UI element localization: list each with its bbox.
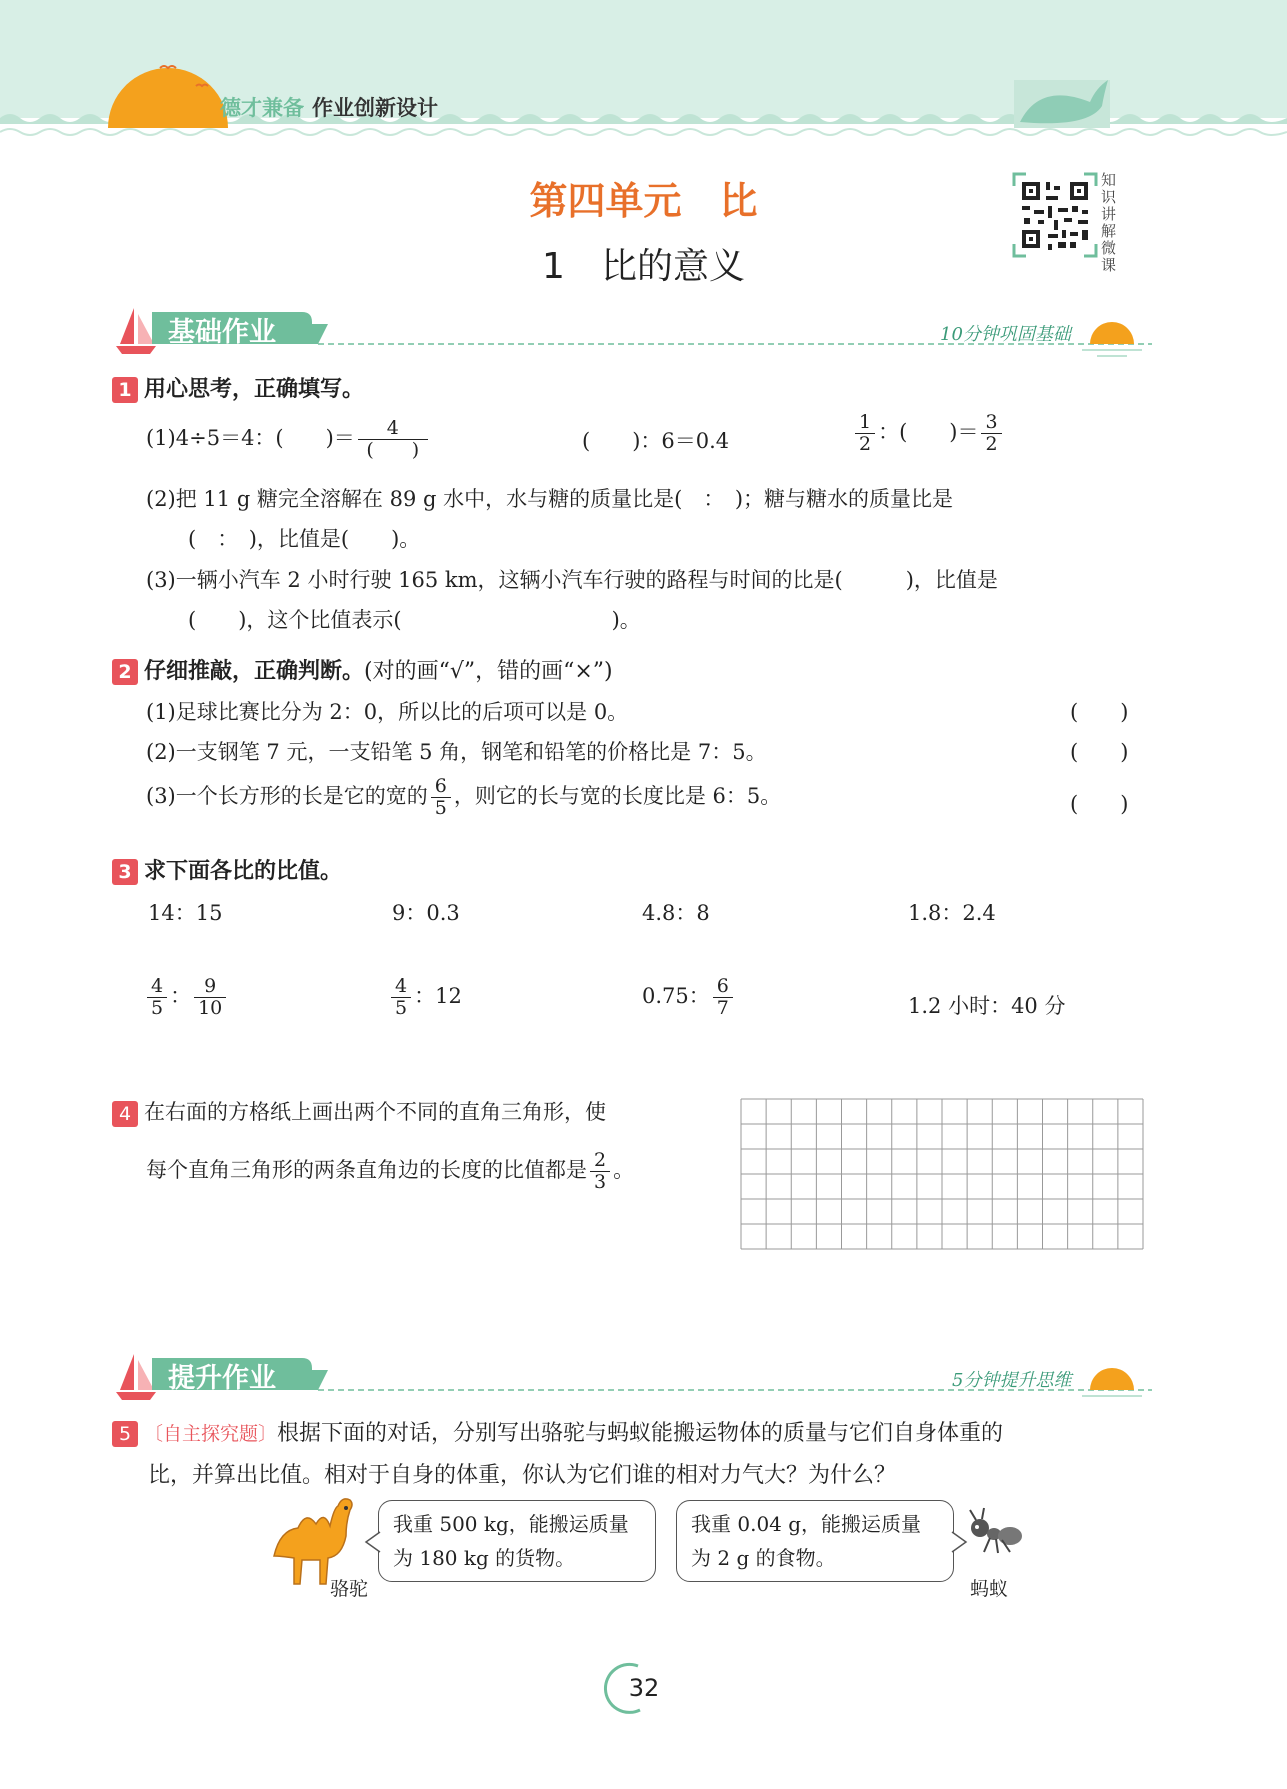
ant-label: 蚂蚁: [970, 1578, 1009, 1600]
bubble-tail-left: [364, 1530, 382, 1554]
ant-speech-bubble: 我重 0.04 g，能搬运质量 为 2 g 的食物。: [676, 1500, 954, 1582]
q1-header: 1 用心思考，正确填写。: [112, 372, 364, 403]
camel-label: 骆驼: [330, 1578, 369, 1600]
brand-title: 德才兼备 作业创新设计: [220, 96, 438, 120]
q2-answer-1[interactable]: ( ): [1070, 700, 1129, 724]
lesson-title: 1 比的意义: [542, 246, 745, 287]
q5-line1: 5 〔自主探究题〕根据下面的对话，分别写出骆驼与蚂蚁能搬运物体的质量与它们自身体重的: [112, 1416, 1003, 1447]
unit-title: 第四单元 比: [529, 179, 758, 223]
q3-ratio-7: 0.75： $\frac{6}{7}$: [642, 976, 736, 1019]
q2-answer-2[interactable]: ( ): [1070, 740, 1129, 764]
fraction: $\frac{6}{7}$: [713, 976, 733, 1019]
qr-label: 知识讲解微课: [1101, 171, 1117, 274]
section-title-basic: 基础作业: [168, 317, 276, 348]
q1-part1-a: (1)4÷5＝4：( )＝ $\frac{4}{( )}$: [146, 418, 431, 461]
q5-number: 5: [112, 1421, 138, 1447]
q3-ratio-2: 9：0.3: [392, 901, 460, 925]
camel-speech-bubble: 我重 500 kg，能搬运质量 为 180 kg 的货物。: [378, 1500, 656, 1582]
fraction: $\frac{4}{5}$: [391, 976, 411, 1019]
q4-line2: 每个直角三角形的两条直角边的长度的比值都是 $\frac{2}{3}$ 。: [146, 1149, 635, 1193]
q5-tag: 〔自主探究题〕: [144, 1423, 278, 1445]
ant-icon: [966, 1506, 1026, 1558]
q1-part1-c: $\frac{1}{2}$ ：( )＝ $\frac{3}{2}$: [852, 412, 1005, 455]
q3-ratio-3: 4.8：8: [642, 901, 710, 925]
section-note-advanced: 5分钟提升思维: [952, 1370, 1072, 1391]
q2-answer-3[interactable]: ( ): [1070, 792, 1129, 816]
fraction: $\frac{3}{2}$: [981, 412, 1001, 455]
q4-number: 4: [112, 1101, 138, 1127]
q3-ratio-5: $\frac{4}{5}$ ： $\frac{9}{10}$: [144, 976, 229, 1019]
q3-number: 3: [112, 859, 138, 885]
q2-statement-2: (2)一支钢笔 7 元，一支铅笔 5 角，钢笔和铅笔的价格比是 7：5。: [146, 740, 767, 764]
q2-header: 2 仔细推敲，正确判断。(对的画“√”，错的画“×”): [112, 654, 613, 685]
q1-part3-line2: ( )，这个比值表示( )。: [188, 608, 641, 632]
q3-ratio-8: 1.2 小时：40 分: [908, 994, 1066, 1018]
section-title-advanced: 提升作业: [168, 1363, 276, 1394]
fraction: $\frac{4}{5}$: [147, 976, 167, 1019]
page-number: 32: [628, 1674, 660, 1702]
fraction: $\frac{6}{5}$: [431, 776, 451, 819]
q2-statement-3: (3)一个长方形的长是它的宽的 $\frac{6}{5}$ ，则它的长与宽的长度比是 6：5。: [146, 775, 782, 819]
section-note-basic: 10分钟巩固基础: [940, 324, 1071, 345]
q3-ratio-6: $\frac{4}{5}$ ：12: [388, 976, 462, 1019]
grid-paper[interactable]: [740, 1098, 1144, 1250]
q2-statement-1: (1)足球比赛比分为 2：0，所以比的后项可以是 0。: [146, 700, 629, 724]
q1-part2-line2: ( ： )，比值是( )。: [188, 527, 421, 551]
q4-line1: 4 在右面的方格纸上画出两个不同的直角三角形，使: [112, 1096, 606, 1127]
q2-number: 2: [112, 659, 138, 685]
qr-code-icon[interactable]: [1012, 172, 1098, 258]
fraction: $\frac{2}{3}$: [590, 1150, 610, 1193]
q3-ratio-4: 1.8：2.4: [908, 901, 996, 925]
q3-ratio-1: 14：15: [148, 901, 223, 925]
q1-number: 1: [112, 377, 138, 403]
fraction: $\frac{1}{2}$: [855, 412, 875, 455]
header-band: [0, 0, 1287, 150]
q5-line2: 比，并算出比值。相对于自身的体重，你认为它们谁的相对力气大？为什么？: [148, 1463, 897, 1488]
fraction: $\frac{9}{10}$: [194, 976, 226, 1019]
q1-part3-line1: (3)一辆小汽车 2 小时行驶 165 km，这辆小汽车行驶的路程与时间的比是( )，比值是: [146, 568, 998, 592]
fraction: $\frac{4}{( )}$: [358, 418, 428, 461]
q1-part1-b: ( )：6＝0.4: [582, 429, 730, 453]
q3-header: 3 求下面各比的比值。: [112, 854, 342, 885]
q1-part2-line1: (2)把 11 g 糖完全溶解在 89 g 水中，水与糖的质量比是( ： )；糖与糖水的质量比是: [146, 487, 954, 511]
